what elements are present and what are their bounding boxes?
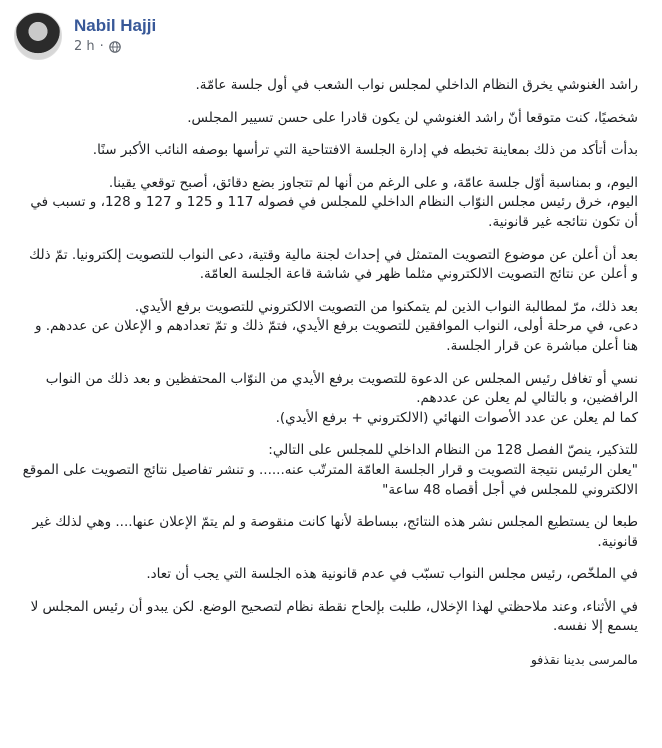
globe-icon[interactable] (109, 41, 121, 53)
author-avatar[interactable] (14, 12, 62, 60)
post-line: اليوم، خرق رئيس مجلس النوّاب النظام الداخلي للمجلس في فصوله 117 و 125 و 127 و 128، و تسبب في أن تكون نتائجه غير قانونية. (30, 194, 638, 230)
post-body (20, 76, 638, 670)
post-line: طبعا لن يستطيع المجلس نشر هذه النتائج، ببساطة لأنها كانت منقوصة و لم يتمّ الإعلان عنها.... وهي لذلك غير قانونية. (32, 514, 638, 550)
post-line: في الملخّص، رئيس مجلس النواب تسبّب في عدم قانونية هذه الجلسة التي يجب أن تعاد. (146, 566, 638, 583)
post-line: بعد ذلك، مرّ لمطالبة النواب الذين لم يتمكنوا من التصويت الالكتروني للتصويت برفع الأيدي. (134, 298, 638, 315)
post-paragraph (20, 174, 638, 233)
post-line: دعى، في مرحلة أولى، النواب الموافقين للتصويت برفع الأيدي، فتمّ ذلك و تمّ تعدادهم و الإعلان عن عددهم. و هنا أعلن مباشرة عن قرار الجلسة. (34, 318, 638, 354)
post-meta (74, 16, 156, 54)
post-paragraph (20, 441, 638, 500)
author-name[interactable]: Nabil Hajji (74, 16, 157, 35)
meta-separator: · (99, 39, 104, 54)
post-paragraph (20, 598, 638, 637)
post-header (14, 12, 156, 60)
post-line: نسي أو تغافل رئيس المجلس عن الدعوة للتصويت برفع الأيدي من النوّاب المحتفظين و بعد ذلك من النواب الرافضين، و بالتالي لم يعلن عن عددهم. (45, 370, 638, 407)
post-paragraph (20, 109, 638, 129)
post-paragraph (20, 565, 638, 585)
post-line: كما لم يعلن عن عدد الأصوات النهائي (الالكتروني + برفع الأيدي). (275, 409, 638, 426)
post-line: اليوم، و بمناسبة أوّل جلسة عامّة، و على الرغم من أنها لم تتجاوز بضع دقائق، أصبح توقعي يقينا. (108, 174, 638, 191)
post-line: شخصيًا، كنت متوقعا أنّ راشد الغنوشي لن يكون قادرا على حسن تسيير المجلس. (187, 109, 638, 126)
post-paragraph (20, 246, 638, 285)
post-line: في الأثناء، وعند ملاحظتي لهذا الإخلال، طلبت بإلحاح نقطة نظام لتصحيح الوضع. لكن يبدو أن رئيس المجلس لا يسمع إلا نفسه. (30, 598, 638, 635)
post-submeta (74, 39, 156, 54)
post-line: "يعلن الرئيس نتيجة التصويت و قرار الجلسة العامّة المترتّب عنه...... و تنشر تفاصيل نتائج التصويت على الموقع الالكتروني للمجلس في أجل أقصاه 48 ساعة" (22, 461, 638, 498)
post-line: مالمرسى بدينا نقذفو (530, 652, 638, 668)
post-paragraph (20, 370, 638, 429)
post-paragraph (20, 76, 638, 96)
post-paragraph (20, 141, 638, 161)
post-line: للتذكير، ينصّ الفصل 128 من النظام الداخلي للمجلس على التالي: (268, 442, 638, 459)
post-line: بعد أن أعلن عن موضوع التصويت المتمثل في إحداث لجنة مالية وقتية، دعى النواب للتصويت إلكترونيا. تمّ ذلك و أعلن عن نتائج التصويت الالكتروني مثلما ظهر في شاشة قاعة الجلسة العامّة. (29, 246, 638, 283)
post-paragraph (20, 298, 638, 357)
post-line: بدأت أتأكد من ذلك بمعاينة تخبطه في إدارة الجلسة الافتتاحية التي ترأسها بوصفه النائب الأكبر سنًا. (92, 142, 638, 159)
post-line: راشد الغنوشي يخرق النظام الداخلي لمجلس نواب الشعب في أول جلسة عامّة. (195, 77, 638, 93)
post-paragraph (20, 513, 638, 552)
post-timestamp[interactable]: 2 h (74, 39, 95, 54)
post-paragraph (20, 650, 638, 670)
